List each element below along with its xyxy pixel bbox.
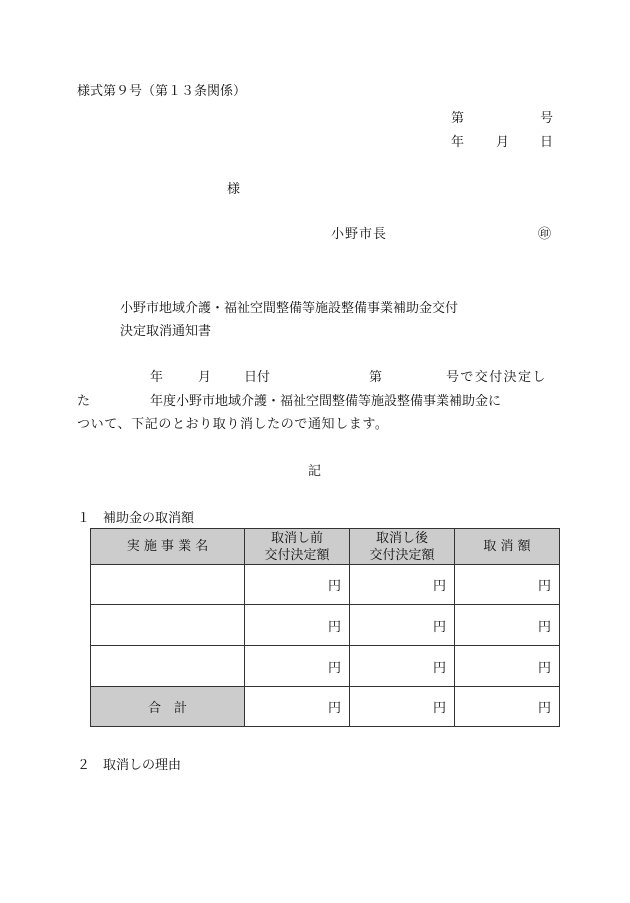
table-header-row [91,529,560,565]
document-title-line2: 決定取消通知書 [120,324,212,339]
after-amount-cell: 円 [350,646,455,687]
before-amount-cell: 円 [245,646,350,687]
total-cancel-amount: 円 [455,687,560,727]
date-year: 年 [451,135,465,150]
project-name-cell [91,605,245,646]
body-line2-start: た [77,394,91,409]
project-name-cell [91,565,245,605]
cancel-amount-cell: 円 [455,565,560,605]
doc-number-prefix: 第 [451,111,465,126]
doc-number-suffix: 号 [540,111,554,126]
body-day: 日付 [244,370,271,385]
table-total-row [91,687,560,727]
cancel-amount-cell: 円 [455,646,560,687]
header-cancel-amount: 取 消 額 [455,529,560,565]
before-amount-cell: 円 [245,605,350,646]
header-project-name: 実 施 事 業 名 [91,529,245,565]
date-day: 日 [540,135,554,150]
body-number-prefix: 第 [369,370,383,385]
body-line2-rest: 年度小野市地域介護・福祉空間整備等施設整備事業補助金に [150,394,502,409]
table-row [91,565,560,605]
addressee-suffix: 様 [227,182,241,197]
after-amount-cell: 円 [350,565,455,605]
total-label: 合 計 [91,687,245,727]
seal-mark: ㊞ [538,227,552,242]
body-line1-end: 号で交付決定し [446,370,547,385]
header-before-amount: 取消し前 交付決定額 [245,529,350,565]
date-month: 月 [496,135,510,150]
body-line3: ついて、下記のとおり取り消したので通知します。 [77,417,389,432]
header-after-amount: 取消し後 交付決定額 [350,529,455,565]
section2-heading: ２ 取消しの理由 [77,758,182,773]
table-row [91,646,560,687]
issuer-name: 小野市長 [331,227,388,242]
table-row [91,605,560,646]
cancellation-amount-table [90,528,560,727]
total-after-amount: 円 [350,687,455,727]
cancel-amount-cell: 円 [455,605,560,646]
body-month: 月 [198,370,212,385]
body-year: 年 [150,370,164,385]
before-amount-cell: 円 [245,565,350,605]
project-name-cell [91,646,245,687]
document-title-line1: 小野市地域介護・福祉空間整備等施設整備事業補助金交付 [120,301,459,316]
total-before-amount: 円 [245,687,350,727]
after-amount-cell: 円 [350,605,455,646]
form-header: 様式第９号（第１３条関係） [77,84,247,99]
section1-heading: １ 補助金の取消額 [77,511,195,526]
ki-heading: 記 [308,464,322,479]
